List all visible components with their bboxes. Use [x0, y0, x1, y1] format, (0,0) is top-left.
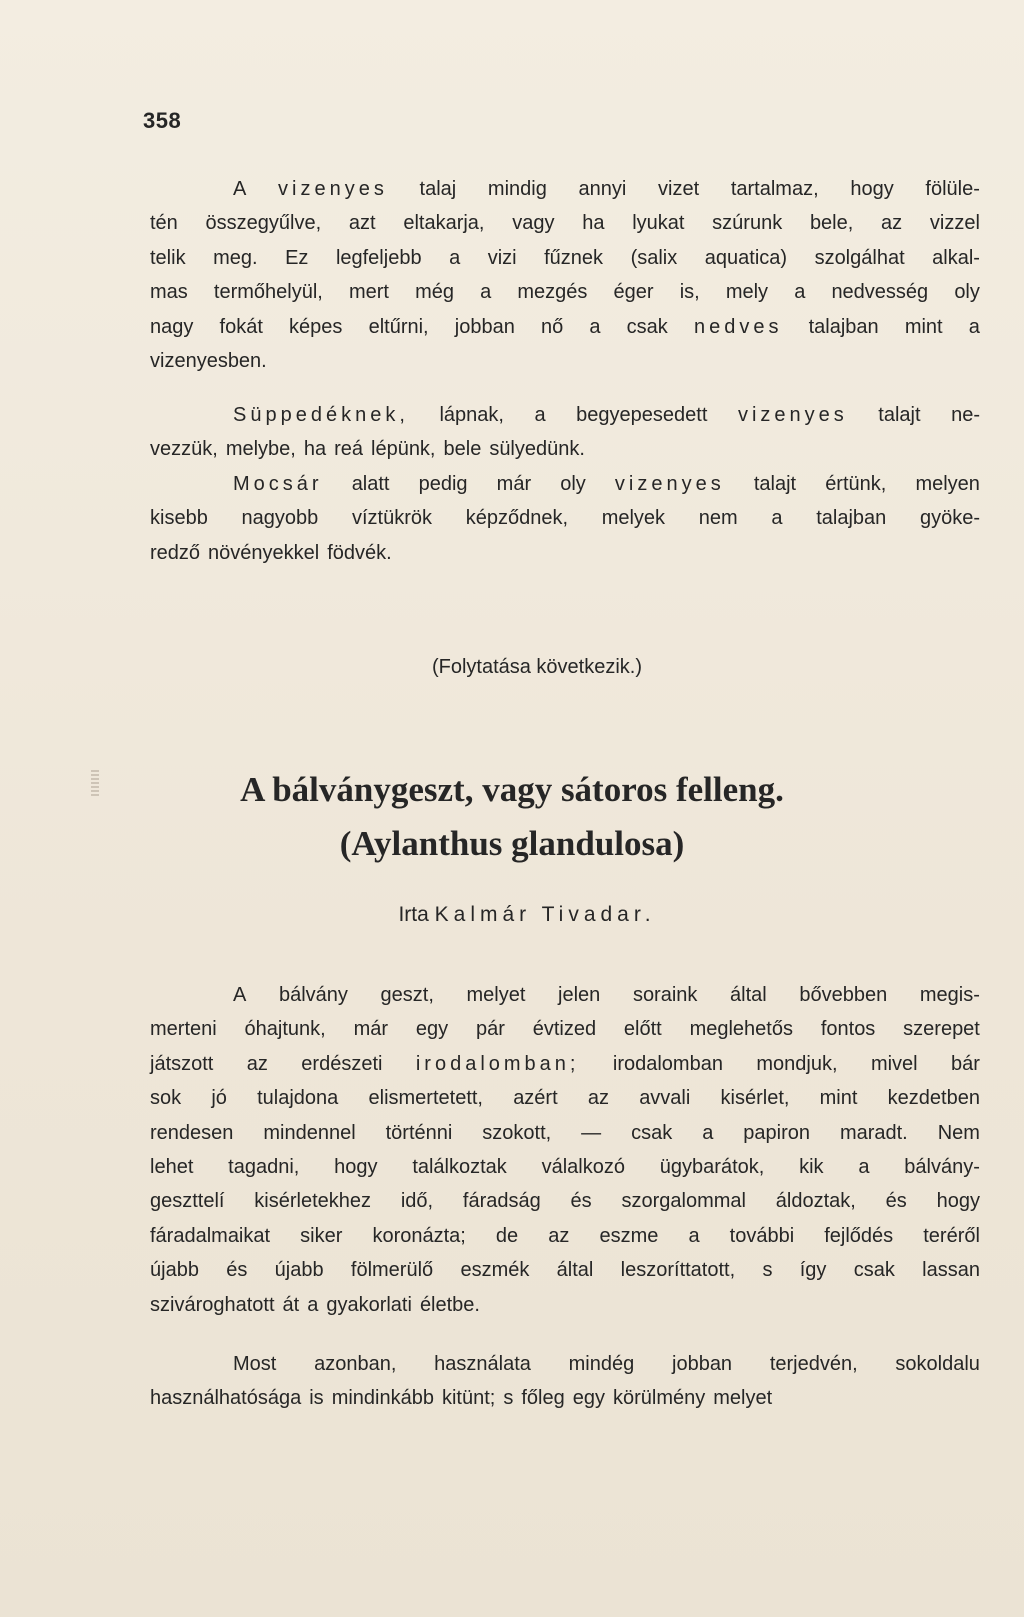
- author-prefix: Irta: [398, 903, 429, 926]
- author-line: [0, 903, 1024, 927]
- text-line: [150, 398, 980, 432]
- text-line: [150, 1116, 980, 1150]
- word: redző: [150, 541, 201, 564]
- word: már: [496, 473, 532, 495]
- word: mint: [904, 315, 943, 338]
- word: képződnek,: [465, 507, 568, 530]
- word: nagyobb: [241, 507, 319, 530]
- word: vizenyes: [278, 178, 388, 200]
- word: ha: [582, 212, 605, 235]
- word: erdészeti: [301, 1052, 383, 1075]
- word: siker: [300, 1224, 343, 1247]
- word: meg.: [213, 246, 258, 269]
- text-line: [150, 1381, 980, 1415]
- text-line: [150, 1253, 980, 1287]
- word: maradt.: [839, 1121, 908, 1144]
- word: csak: [626, 315, 668, 338]
- word: a: [534, 404, 546, 426]
- word: annyi: [578, 178, 627, 200]
- word: szúrunk: [712, 212, 783, 235]
- word: geszttelí: [150, 1190, 225, 1213]
- word: vizzel: [929, 212, 980, 235]
- word: nő: [540, 315, 564, 338]
- word: további: [729, 1224, 795, 1247]
- word: az: [548, 1224, 570, 1247]
- continued-note: (Folytatása következik.): [431, 656, 643, 678]
- word: mindennel: [263, 1121, 356, 1144]
- word: vezzük,: [150, 438, 218, 461]
- word: vizi: [487, 246, 517, 269]
- word: előtt: [623, 1018, 662, 1041]
- paragraph-ailanthus-usage: [150, 1347, 980, 1416]
- word: mindig: [487, 178, 547, 200]
- word: leszoríttatott,: [620, 1259, 736, 1282]
- word: irodalomban;: [415, 1052, 580, 1075]
- word: kitünt;: [441, 1387, 496, 1410]
- word: a: [858, 1156, 870, 1179]
- word: lassan: [922, 1259, 980, 1282]
- word: szerepet: [903, 1018, 980, 1041]
- word: mert: [348, 281, 389, 304]
- word: bálvány-: [904, 1156, 980, 1179]
- word: mint: [819, 1087, 858, 1110]
- word: alkal-: [932, 246, 980, 269]
- word: növényekkel: [208, 541, 320, 564]
- word: az: [246, 1052, 268, 1075]
- word: mindég: [568, 1353, 635, 1375]
- word: fejlődés: [824, 1224, 894, 1247]
- word: jó: [211, 1087, 227, 1110]
- word: koronázta;: [372, 1224, 466, 1247]
- word: gyakorlati: [326, 1293, 412, 1316]
- word: a: [688, 1224, 700, 1247]
- word: használata: [434, 1353, 531, 1375]
- word: és: [570, 1190, 592, 1213]
- paragraph-wet-soil: [150, 172, 980, 378]
- word: fáradság: [462, 1190, 541, 1213]
- word: mondjuk,: [756, 1052, 838, 1075]
- word: talajban: [808, 315, 879, 338]
- word: Nem: [937, 1121, 980, 1144]
- word: talaj: [419, 178, 457, 200]
- word: fölmerülő: [350, 1259, 434, 1282]
- word: geszt,: [380, 984, 434, 1006]
- word: vizenyes: [737, 404, 848, 426]
- word: értünk,: [825, 473, 887, 495]
- word: főleg: [521, 1387, 565, 1410]
- word: a: [771, 507, 783, 530]
- word: begyepesedett: [576, 404, 708, 426]
- word: játszott: [150, 1052, 214, 1075]
- word: oly: [560, 473, 586, 495]
- text-line: [150, 1150, 980, 1184]
- word: a: [589, 315, 601, 338]
- word: körülmény: [612, 1387, 706, 1410]
- page-number: 358: [143, 108, 182, 133]
- word: Most: [233, 1353, 277, 1375]
- word: víztükrök: [351, 507, 432, 530]
- word: lyukat: [632, 212, 685, 235]
- word: idő,: [400, 1190, 434, 1213]
- word: újabb: [150, 1259, 199, 1282]
- word: a: [307, 1293, 319, 1316]
- word: azért: [513, 1087, 558, 1110]
- word: évtized: [532, 1018, 597, 1041]
- word: találkoztak: [412, 1156, 507, 1179]
- word: mivel: [870, 1052, 918, 1075]
- word: melyen: [915, 473, 980, 495]
- word: a: [702, 1121, 714, 1144]
- word: Ez: [285, 246, 309, 269]
- word: aquatica): [704, 246, 788, 269]
- word: válalkozó: [541, 1156, 625, 1179]
- word: azt: [348, 212, 376, 235]
- word: jobban: [454, 315, 515, 338]
- word: meglehetős: [689, 1018, 793, 1041]
- text-line: [150, 1219, 980, 1253]
- word: fontos: [820, 1018, 876, 1041]
- word: teréről: [923, 1224, 980, 1247]
- word: a: [480, 281, 492, 304]
- article-title: A bálványgeszt, vagy sátoros felleng.: [240, 770, 784, 809]
- word: mindinkább: [331, 1387, 434, 1410]
- word: azonban,: [314, 1353, 397, 1375]
- word: fokát: [219, 315, 263, 338]
- word: éger: [613, 281, 654, 304]
- word: megis-: [919, 984, 980, 1006]
- word: ne-: [951, 404, 980, 426]
- word: eszme: [599, 1224, 659, 1247]
- word: is: [309, 1387, 324, 1410]
- word: terjedvén,: [769, 1353, 858, 1375]
- word: s: [762, 1259, 773, 1282]
- word: vagy: [512, 212, 555, 235]
- word: lehet: [150, 1156, 194, 1179]
- word: nem: [698, 507, 738, 530]
- word: fűznek: [544, 246, 604, 269]
- word: talajt: [753, 473, 797, 495]
- text-line: [150, 1012, 980, 1046]
- text-line: [150, 275, 980, 309]
- word: tartalmaz,: [730, 178, 819, 200]
- word: ügybarátok,: [659, 1156, 765, 1179]
- word: hogy: [334, 1156, 378, 1179]
- word: alatt: [351, 473, 390, 495]
- word: gyöke-: [919, 507, 980, 530]
- word: vizenyesben.: [150, 350, 267, 373]
- word: avvali: [639, 1087, 691, 1110]
- word: eszmék: [460, 1259, 530, 1282]
- word: tulajdona: [257, 1087, 339, 1110]
- word: kisérletekhez: [254, 1190, 372, 1213]
- word: kisérlet,: [720, 1087, 790, 1110]
- word: de: [495, 1224, 519, 1247]
- word: összegyűlve,: [205, 212, 322, 235]
- word: bálvány: [278, 984, 348, 1006]
- author-name: Kalmár Tivadar.: [434, 903, 656, 926]
- word: a: [449, 246, 461, 269]
- text-line: [150, 1081, 980, 1115]
- word: mezgés: [517, 281, 588, 304]
- word: reá: [334, 438, 363, 461]
- paragraph-peat-bog: [150, 398, 980, 467]
- word: csak: [631, 1121, 673, 1144]
- word: telik: [150, 246, 186, 269]
- word: bővebben: [799, 984, 888, 1006]
- text-line: [150, 501, 980, 535]
- word: termőhelyül,: [213, 281, 323, 304]
- word: jelen: [558, 984, 601, 1006]
- text-line: [150, 536, 980, 570]
- word: elismertetett,: [368, 1087, 483, 1110]
- word: egy: [415, 1018, 449, 1041]
- word: sokoldalu: [895, 1353, 980, 1375]
- word: szokott,: [482, 1121, 552, 1144]
- word: használhatósága: [150, 1387, 302, 1410]
- word: az: [881, 212, 903, 235]
- word: (salix: [630, 246, 678, 269]
- word: kisebb: [150, 507, 208, 530]
- text-line: [150, 467, 980, 501]
- word: életbe.: [419, 1293, 480, 1316]
- word: bele: [443, 438, 482, 461]
- word: pedig: [418, 473, 468, 495]
- word: nedvesség: [831, 281, 929, 304]
- word: már: [353, 1018, 389, 1041]
- word: a: [794, 281, 806, 304]
- word: sok: [150, 1087, 182, 1110]
- word: történni: [385, 1121, 453, 1144]
- text-line: [150, 432, 980, 466]
- word: rendesen: [150, 1121, 234, 1144]
- word: át: [282, 1293, 300, 1316]
- word: sülyedünk.: [489, 438, 585, 461]
- word: eltűrni,: [368, 315, 429, 338]
- word: A: [233, 984, 247, 1006]
- word: által: [556, 1259, 594, 1282]
- word: tagadni,: [228, 1156, 300, 1179]
- word: hogy: [936, 1190, 980, 1213]
- word: áldoztak,: [775, 1190, 856, 1213]
- word: merteni: [150, 1018, 217, 1041]
- word: mas: [150, 281, 188, 304]
- word: csak: [853, 1259, 895, 1282]
- word: melyek: [601, 507, 666, 530]
- word: lépünk,: [371, 438, 436, 461]
- word: jobban: [672, 1353, 733, 1375]
- text-line: [150, 172, 980, 206]
- word: A: [233, 178, 247, 200]
- word: hogy: [850, 178, 894, 200]
- word: Mocsár: [233, 473, 323, 495]
- word: soraink: [632, 984, 698, 1006]
- word: vizet: [658, 178, 700, 200]
- word: talajban: [816, 507, 887, 530]
- word: és: [885, 1190, 907, 1213]
- word: által: [730, 984, 767, 1006]
- text-line: [150, 1184, 980, 1218]
- word: melyet: [466, 984, 526, 1006]
- word: vizenyes: [614, 473, 725, 495]
- word: pár: [475, 1018, 505, 1041]
- word: óhajtunk,: [244, 1018, 326, 1041]
- word: szorgalommal: [621, 1190, 746, 1213]
- word: és: [226, 1259, 248, 1282]
- word: még: [415, 281, 455, 304]
- text-line: [150, 978, 980, 1012]
- word: Süppedéknek,: [233, 404, 409, 426]
- text-line: [150, 310, 980, 344]
- word: lápnak,: [439, 404, 504, 426]
- word: kik: [799, 1156, 824, 1179]
- word: s: [503, 1387, 514, 1410]
- word: újabb: [274, 1259, 324, 1282]
- word: fáradalmaikat: [150, 1224, 271, 1247]
- word: melyet: [713, 1387, 773, 1410]
- word: fölüle-: [925, 178, 980, 200]
- word: papiron: [743, 1121, 810, 1144]
- text-line: [150, 1347, 980, 1381]
- word: födvék.: [327, 541, 392, 564]
- word: irodalomban: [612, 1052, 723, 1075]
- word: legfeljebb: [335, 246, 422, 269]
- word: a: [968, 315, 980, 338]
- paragraph-ailanthus-history: [150, 978, 980, 1322]
- word: eltakarja,: [403, 212, 485, 235]
- word: —: [581, 1121, 602, 1144]
- text-line: [150, 344, 980, 378]
- text-line: [150, 1047, 980, 1081]
- word: szolgálhat: [814, 246, 905, 269]
- word: egy: [572, 1387, 605, 1410]
- word: nagy: [150, 315, 194, 338]
- paragraph-marsh: [150, 467, 980, 570]
- text-line: [150, 241, 980, 275]
- word: tén: [150, 212, 178, 235]
- word: ha: [303, 438, 327, 461]
- word: bele,: [809, 212, 854, 235]
- word: oly: [954, 281, 980, 304]
- article-subtitle-latin: (Aylanthus glandulosa): [339, 824, 685, 863]
- word: szivároghatott: [150, 1293, 275, 1316]
- word: nedves: [693, 315, 783, 338]
- text-line: [150, 1288, 980, 1322]
- word: képes: [289, 315, 343, 338]
- word: kezdetben: [887, 1087, 980, 1110]
- text-line: [150, 206, 980, 240]
- word: is,: [679, 281, 700, 304]
- word: az: [587, 1087, 609, 1110]
- word: melybe,: [225, 438, 296, 461]
- word: talajt: [878, 404, 921, 426]
- word: mely: [725, 281, 769, 304]
- word: így: [799, 1259, 827, 1282]
- word: bár: [951, 1052, 980, 1075]
